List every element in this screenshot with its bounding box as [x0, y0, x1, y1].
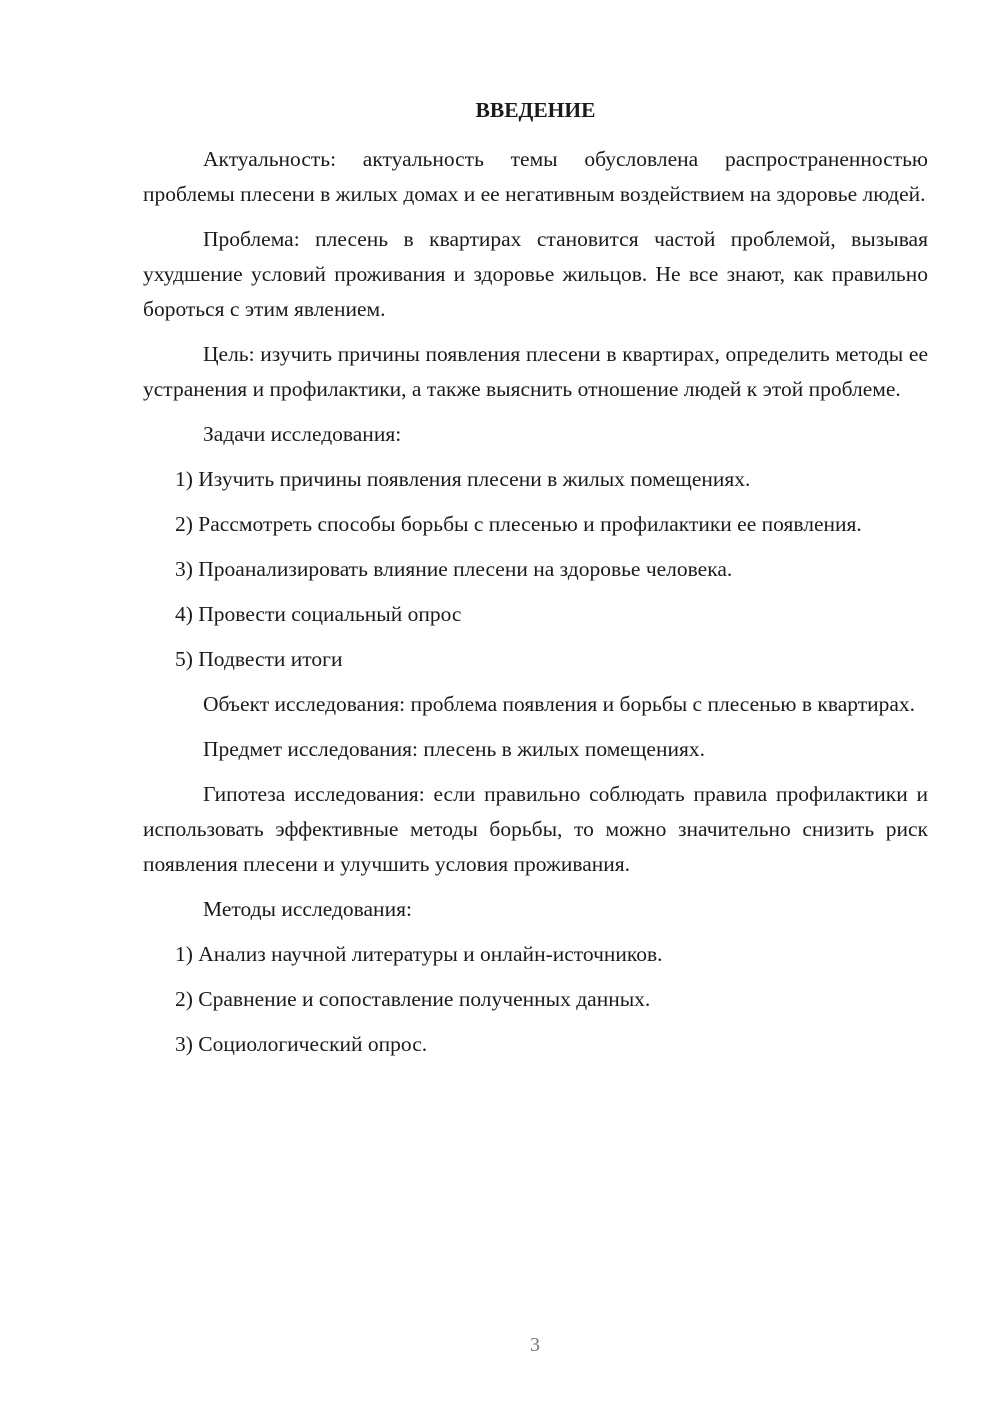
task-item-2: 2) Рассмотреть способы борьбы с плесенью и профилактики ее появления.	[175, 512, 862, 536]
paragraph-tasks-heading: Задачи исследования:	[203, 422, 402, 446]
section-title: ВВЕДЕНИЕ	[475, 98, 596, 122]
task-item-5: 5) Подвести итоги	[175, 647, 343, 671]
method-item-1: 1) Анализ научной литературы и онлайн-источников.	[175, 942, 663, 966]
paragraph-problem: Проблема: плесень в квартирах становится частой проблемой, вызывая ухудшение условий проживания и здоровье жильцов. Не все знают, как правильно бороться с этим явлением.	[143, 227, 928, 321]
task-item-3: 3) Проанализировать влияние плесени на здоровье человека.	[175, 557, 733, 581]
paragraph-goal: Цель: изучить причины появления плесени в квартирах, определить методы ее устранения и профилактики, а также выяснить отношение людей к этой проблеме.	[143, 342, 928, 401]
task-item-4: 4) Провести социальный опрос	[175, 602, 462, 626]
task-item-1: 1) Изучить причины появления плесени в жилых помещениях.	[175, 467, 751, 491]
paragraph-relevance: Актуальность: актуальность темы обусловлена распространенностью проблемы плесени в жилых домах и ее негативным воздействием на здоровье людей.	[143, 147, 928, 206]
paragraph-subject: Предмет исследования: плесень в жилых помещениях.	[203, 737, 705, 761]
document-page	[143, 95, 928, 1072]
paragraph-methods-heading: Методы исследования:	[203, 897, 412, 921]
method-item-2: 2) Сравнение и сопоставление полученных данных.	[175, 987, 651, 1011]
method-item-3: 3) Социологический опрос.	[175, 1032, 428, 1056]
paragraph-hypothesis: Гипотеза исследования: если правильно соблюдать правила профилактики и использовать эффективные методы борьбы, то можно значительно снизить риск появления плесени и улучшить условия проживания.	[143, 782, 928, 876]
page-number: 3	[530, 1334, 540, 1356]
paragraph-object: Объект исследования: проблема появления и борьбы с плесенью в квартирах.	[203, 692, 916, 716]
